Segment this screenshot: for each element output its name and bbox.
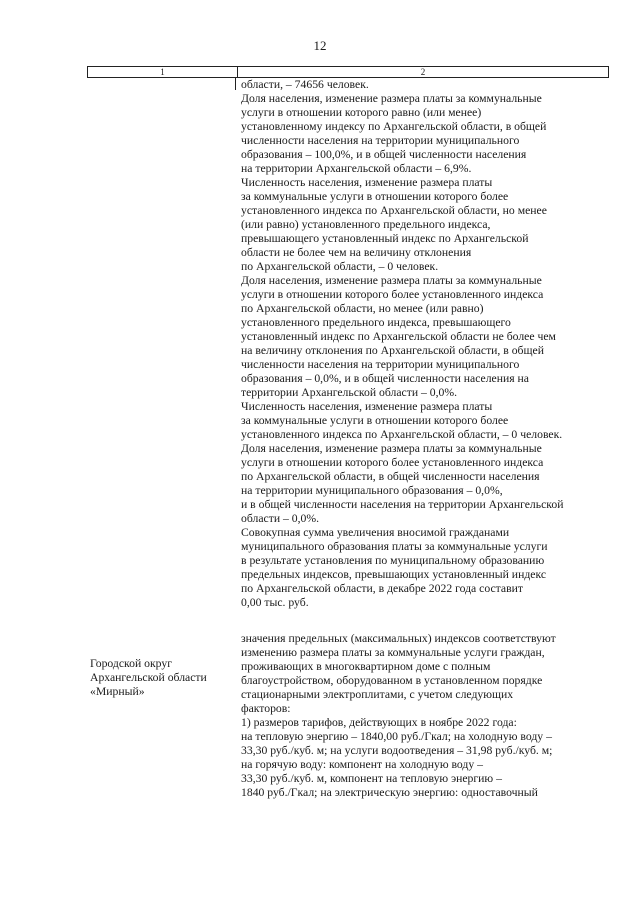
text-line: численности населения на территории муниципального <box>241 134 520 147</box>
text-line: на тепловую энергию – 1840,00 руб./Гкал; на холодную воду – <box>241 730 552 743</box>
row-gap <box>241 610 613 632</box>
text-line: (или равно) установленного предельного индекса, <box>241 218 491 231</box>
text-line: области, – 74656 человек. <box>241 78 369 91</box>
text-line: численности населения на территории муниципального <box>241 358 520 371</box>
text-line: образования – 0,0%, и в общей численности населения на <box>241 372 529 385</box>
column-number-1: 1 <box>88 67 238 77</box>
text-line: установленного предельного индекса, превышающего <box>241 316 511 329</box>
population-text-block <box>241 78 613 610</box>
text-line: за коммунальные услуги в отношении которого более <box>241 190 509 203</box>
text-line: Доля населения, изменение размера платы за коммунальные <box>241 442 542 455</box>
text-line: по Архангельской области, но менее (или равно) <box>241 302 484 315</box>
text-line: предельных индексов, превышающих установленный индекс <box>241 568 547 581</box>
text-line: области не более чем на величину отклонения <box>241 246 472 259</box>
text-line: на территории Архангельской области – 6,9%. <box>241 162 472 175</box>
text-line: образования – 100,0%, и в общей численности населения <box>241 148 527 161</box>
text-line: факторов: <box>241 702 291 715</box>
page-number: 12 <box>313 38 327 53</box>
text-line: благоустройством, оборудованном в установленном порядке <box>241 674 543 687</box>
municipality-name-cell <box>90 657 235 699</box>
municipality-name-line: Городской округ <box>90 657 173 670</box>
text-line: 33,30 руб./куб. м, компонент на тепловую энергию – <box>241 772 502 785</box>
text-line: 33,30 руб./куб. м; на услуги водоотведения – 31,98 руб./куб. м; <box>241 744 553 757</box>
text-line: установленного индекса по Архангельской области, – 0 человек. <box>241 428 563 441</box>
column-number-2: 2 <box>420 67 426 77</box>
text-line: по Архангельской области, в декабре 2022 года составит <box>241 582 523 595</box>
text-line: Совокупная сумма увеличения вносимой гражданами <box>241 526 510 539</box>
text-line: в результате установления по муниципальному образованию <box>241 554 545 567</box>
table-header-row <box>87 66 609 78</box>
text-line: Доля населения, изменение размера платы за коммунальные <box>241 274 542 287</box>
text-line: услуги в отношении которого более установленного индекса <box>241 456 544 469</box>
text-line: значения предельных (максимальных) индексов соответствуют <box>241 632 556 645</box>
text-line: стационарными электроплитами, с учетом следующих <box>241 688 514 701</box>
text-line: на горячую воду: компонент на холодную воду – <box>241 758 483 771</box>
text-line: Доля населения, изменение размера платы за коммунальные <box>241 92 542 105</box>
text-line: проживающих в многоквартирном доме с полным <box>241 660 491 673</box>
text-line: по Архангельской области, в общей численности населения <box>241 470 540 483</box>
text-line: услуги в отношении которого равно (или менее) <box>241 106 482 119</box>
text-line: на территории муниципального образования – 0,0%, <box>241 484 503 497</box>
text-line: установленному индексу по Архангельской области, в общей <box>241 120 547 133</box>
text-line: 0,00 тыс. руб. <box>241 596 309 609</box>
text-line: установленный индекс по Архангельской области не более чем <box>241 330 556 343</box>
text-line: 1840 руб./Гкал; на электрическую энергию: одноставочный <box>241 786 538 799</box>
text-line: территории Архангельской области – 0,0%. <box>241 386 458 399</box>
text-line: за коммунальные услуги в отношении которого более <box>241 414 509 427</box>
text-line: на величину отклонения по Архангельской области, в общей <box>241 344 544 357</box>
text-line: превышающего установленный индекс по Архангельской <box>241 232 529 245</box>
text-line: области – 0,0%. <box>241 512 320 525</box>
text-line: Численность населения, изменение размера платы <box>241 400 493 413</box>
column-divider <box>235 78 236 90</box>
municipality-name-line: «Мирный» <box>90 685 145 698</box>
text-line: по Архангельской области, – 0 человек. <box>241 260 439 273</box>
text-line: установленного индекса по Архангельской области, но менее <box>241 204 547 217</box>
municipality-name-line: Архангельской области <box>90 671 207 684</box>
description-cell <box>241 78 613 800</box>
text-line: муниципального образования платы за коммунальные услуги <box>241 540 548 553</box>
text-line: изменению размера платы за коммунальные услуги граждан, <box>241 646 545 659</box>
indices-text-block <box>241 632 613 800</box>
text-line: Численность населения, изменение размера платы <box>241 176 493 189</box>
text-line: 1) размеров тарифов, действующих в ноябре 2022 года: <box>241 716 517 729</box>
text-line: и в общей численности населения на территории Архангельской <box>241 498 564 511</box>
text-line: услуги в отношении которого более установленного индекса <box>241 288 544 301</box>
